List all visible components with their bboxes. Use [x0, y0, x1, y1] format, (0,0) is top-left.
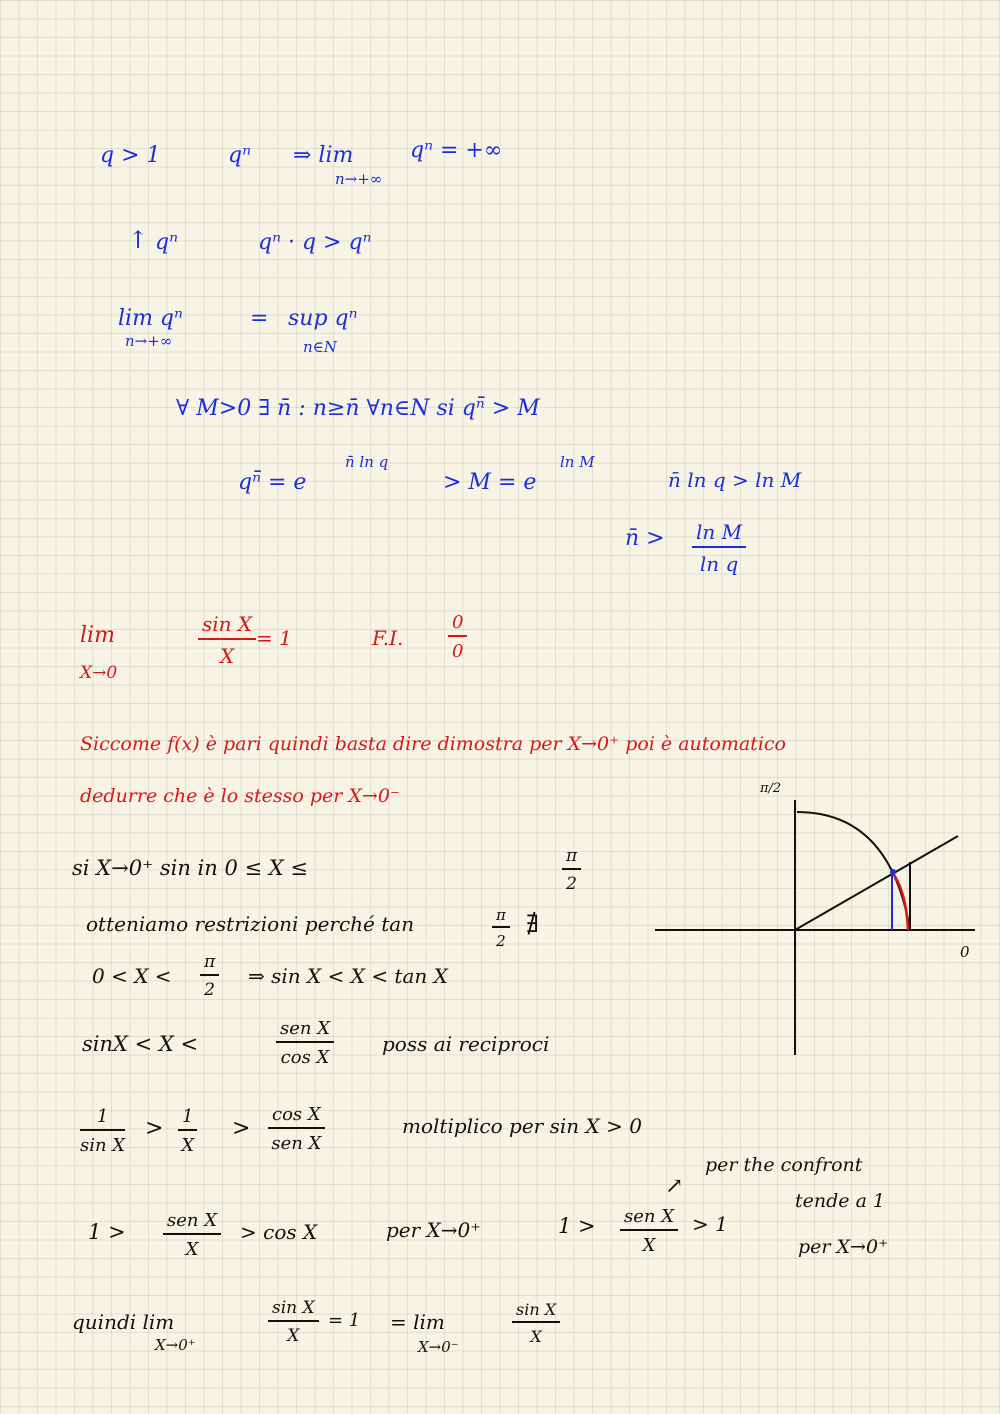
black-line-6-d: 1 >: [558, 1214, 596, 1238]
blue-log-ineq: n̄ ln q > ln M: [668, 468, 802, 492]
red-equals-one: = 1: [256, 626, 292, 650]
intersection-point: [890, 869, 896, 875]
note-arrow: ↗: [665, 1174, 684, 1199]
note-line-3: per X→0⁺: [798, 1236, 889, 1258]
red-lim: lim: [80, 623, 115, 648]
increasing-arrow: ↑: [128, 226, 149, 254]
black-gt-1: >: [145, 1116, 164, 1141]
blue-qn: qⁿ: [228, 143, 251, 168]
red-fi: F.I.: [372, 626, 404, 650]
fraction-denominator: 2: [496, 932, 506, 950]
black-line-1: si X→0⁺ sin in 0 ≤ X ≤: [72, 856, 308, 880]
blue-lim-qn-sub: n→+∞: [125, 332, 173, 350]
black-line-7-sub2: X→0⁻: [418, 1338, 459, 1356]
red-text-line-1: Siccome f(x) è pari quindi basta dire dimostra per X→0⁺ poi è automatico: [80, 733, 786, 755]
blue-exp-b-power: ln M: [560, 453, 595, 471]
fraction-numerator: 0: [452, 612, 464, 633]
fraction-numerator: π: [204, 952, 216, 972]
fraction-numerator: π: [566, 846, 578, 866]
red-text-line-2: dedurre che è lo stesso per X→0⁻: [80, 785, 400, 807]
blue-limit-result: qⁿ = +∞: [410, 138, 503, 163]
blue-lim-qn: lim qⁿ: [118, 306, 183, 331]
blue-lim-subscript: n→+∞: [335, 170, 383, 188]
fraction-denominator: X: [642, 1235, 656, 1256]
blue-equals: =: [250, 306, 269, 331]
blue-sup-sub: n∈N: [303, 338, 337, 356]
black-line-3-b: ⇒ sin X < X < tan X: [248, 964, 448, 988]
black-line-3-a: 0 < X <: [92, 964, 172, 988]
not-exists-symbol: ∄: [526, 910, 540, 938]
fraction-denominator: X: [530, 1327, 542, 1346]
fraction-denominator: X: [219, 644, 235, 668]
black-line-6-c: per X→0⁺: [386, 1218, 481, 1242]
note-line-1: per the confront: [705, 1154, 863, 1176]
blue-sup: sup qⁿ: [288, 306, 358, 331]
black-line-2: otteniamo restrizioni perché tan: [86, 912, 415, 936]
red-lim-sub: X→0: [80, 663, 118, 683]
fraction-numerator: sin X: [272, 1298, 315, 1318]
blue-exp-b: > M = e: [443, 470, 537, 495]
fraction-denominator: ln q: [699, 552, 739, 576]
black-line-4-b: poss ai reciproci: [382, 1032, 550, 1056]
blue-nbar-gt: n̄ >: [625, 526, 665, 551]
angle-ray: [795, 836, 958, 930]
black-line-6-b: > cos X: [240, 1220, 318, 1244]
arc-highlight: [892, 872, 908, 930]
fraction-numerator: ln M: [696, 520, 743, 544]
fraction-numerator: 1: [96, 1106, 109, 1127]
note-line-2: tende a 1: [795, 1190, 886, 1212]
black-line-7-a: quindi lim: [72, 1310, 175, 1334]
blue-exp-a: qⁿ̄ = e: [238, 470, 307, 495]
fraction-denominator: 2: [566, 874, 577, 894]
graph-right-label: 0: [960, 943, 970, 961]
fraction-denominator: 2: [204, 980, 215, 1000]
blue-implies-lim: ⇒ lim: [293, 143, 354, 168]
fraction-numerator: sen X: [167, 1210, 218, 1231]
fraction-denominator: 0: [452, 641, 464, 662]
black-line-5-b: moltiplico per sin X > 0: [402, 1114, 642, 1138]
fraction-numerator: cos X: [272, 1104, 321, 1125]
black-line-6-e: > 1: [692, 1212, 728, 1236]
fraction-numerator: sen X: [280, 1018, 331, 1039]
fraction-numerator: 1: [182, 1106, 194, 1127]
fraction-numerator: π: [496, 906, 506, 924]
black-line-4-a: sinX < X <: [82, 1032, 199, 1056]
fraction-numerator: sin X: [202, 612, 253, 636]
fraction-denominator: X: [185, 1239, 199, 1260]
black-line-7-b: = 1: [328, 1310, 361, 1331]
fraction-denominator: cos X: [280, 1047, 330, 1068]
graph-top-label: π/2: [760, 781, 782, 796]
fraction-numerator: sin X: [516, 1300, 557, 1319]
fraction-denominator: X: [181, 1135, 195, 1156]
blue-q-gt-1: q > 1: [100, 143, 161, 168]
blue-qn-2: qⁿ: [155, 230, 178, 255]
fraction-numerator: sen X: [624, 1206, 675, 1227]
black-gt-2: >: [232, 1116, 251, 1141]
fraction-denominator: X: [287, 1326, 300, 1346]
fraction-denominator: sin X: [80, 1135, 126, 1156]
black-line-6-a: 1 >: [88, 1220, 126, 1244]
fraction-denominator: sen X: [271, 1133, 322, 1154]
blue-product: qⁿ · q > qⁿ: [258, 230, 372, 255]
black-line-7-c: = lim: [390, 1310, 445, 1334]
blue-definition-line: ∀ M>0 ∃ n̄ : n≥n̄ ∀n∈N si qⁿ̄ > M: [176, 396, 540, 421]
blue-exp-a-power: n̄ ln q: [345, 453, 389, 471]
black-line-7-sub: X→0⁺: [155, 1336, 196, 1354]
